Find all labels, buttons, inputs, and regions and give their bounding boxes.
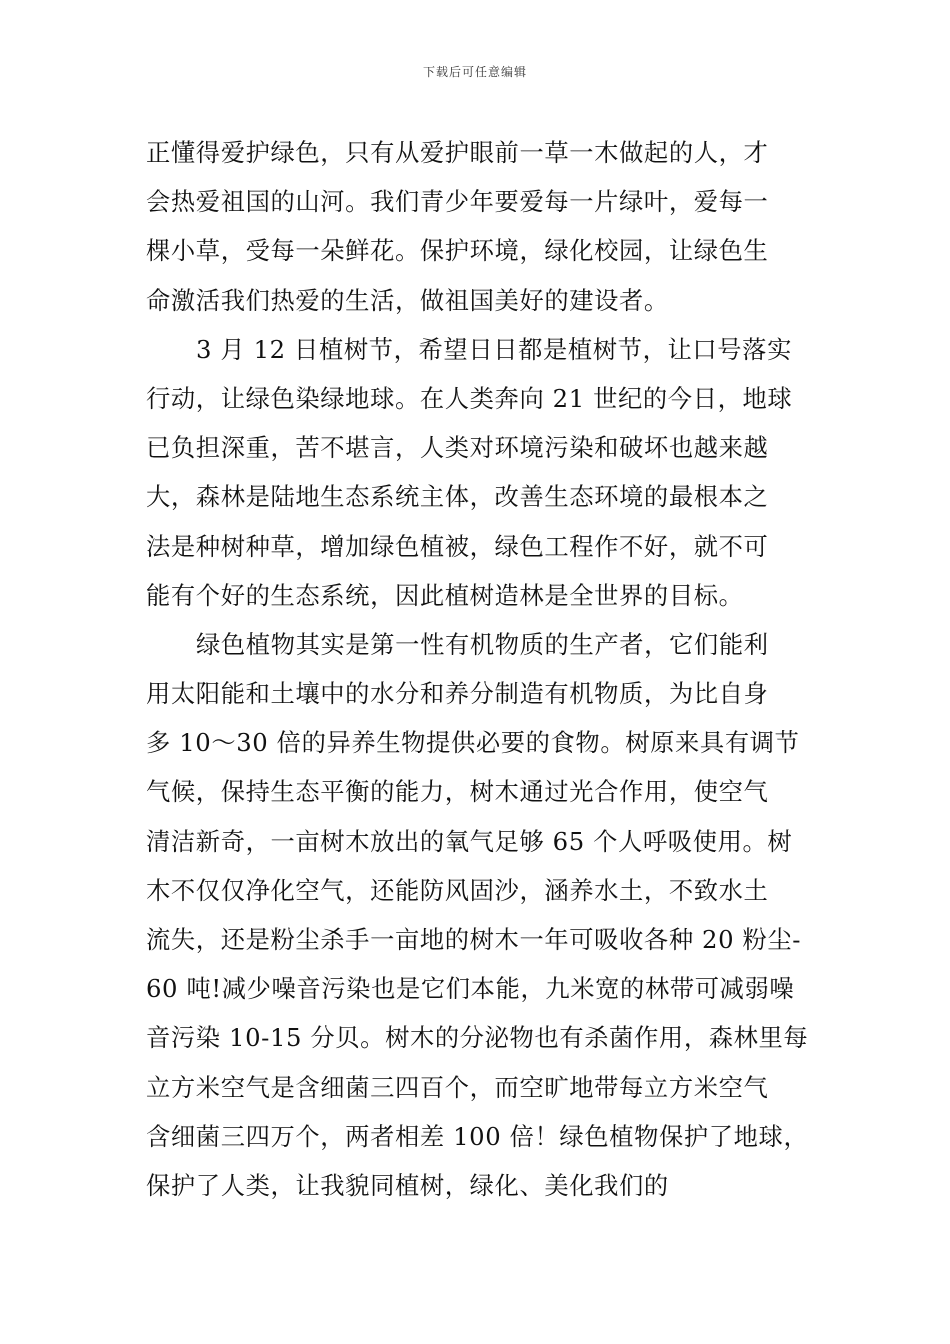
text-line: 含细菌三四万个，两者相差 100 倍！绿色植物保护了地球， — [146, 1121, 809, 1151]
document-body — [146, 128, 810, 1210]
text-line: 立方米空气是含细菌三四百个，而空旷地带每立方米空气 — [146, 1072, 769, 1102]
page-header: 下载后可任意编辑 — [422, 65, 527, 79]
text-line: 法是种树种草，增加绿色植被，绿色工程作不好，就不可 — [146, 531, 769, 561]
text-line: 60 吨!减少噪音污染也是它们本能，九米宽的林带可减弱噪 — [146, 974, 795, 1004]
text-line: 命激活我们热爱的生活，做祖国美好的建设者。 — [146, 285, 669, 315]
text-line: 大，森林是陆地生态系统主体，改善生态环境的最根本之 — [146, 482, 769, 512]
text-line: 行动，让绿色染绿地球。在人类奔向 21 世纪的今日，地球 — [146, 383, 793, 413]
text-line: 保护了人类，让我貌同植树，绿化、美化我们的 — [146, 1170, 669, 1200]
paragraph-first-line: 绿色植物其实是第一性有机物质的生产者，它们能利 — [196, 629, 769, 659]
text-line: 已负担深重，苦不堪言，人类对环境污染和破坏也越来越 — [146, 433, 769, 463]
text-line: 气候，保持生态平衡的能力，树木通过光合作用，使空气 — [146, 777, 769, 807]
text-line: 木不仅仅净化空气，还能防风固沙，涵养水土，不致水土 — [146, 875, 769, 905]
paragraph-first-line: 3 月 12 日植树节，希望日日都是植树节，让口号落实 — [196, 334, 792, 364]
text-line: 会热爱祖国的山河。我们青少年要爱每一片绿叶，爱每一 — [146, 187, 769, 217]
text-line: 能有个好的生态系统，因此植树造林是全世界的目标。 — [146, 580, 744, 610]
text-line: 用太阳能和土壤中的水分和养分制造有机物质，为比自身 — [146, 679, 769, 709]
text-line: 棵小草，受每一朵鲜花。保护环境，绿化校园，让绿色生 — [146, 236, 769, 266]
text-line: 正懂得爱护绿色，只有从爱护眼前一草一木做起的人，才 — [146, 138, 769, 167]
text-line: 音污染 10-15 分贝。树木的分泌物也有杀菌作用，森林里每 — [146, 1023, 809, 1053]
text-line: 流失，还是粉尘杀手一亩地的树木一年可吸收各种 20 粉尘- — [146, 925, 802, 954]
text-line: 多 10～30 倍的异养生物提供必要的食物。树原来具有调节 — [146, 728, 800, 758]
text-line: 清洁新奇，一亩树木放出的氧气足够 65 个人呼吸使用。树 — [146, 826, 793, 856]
